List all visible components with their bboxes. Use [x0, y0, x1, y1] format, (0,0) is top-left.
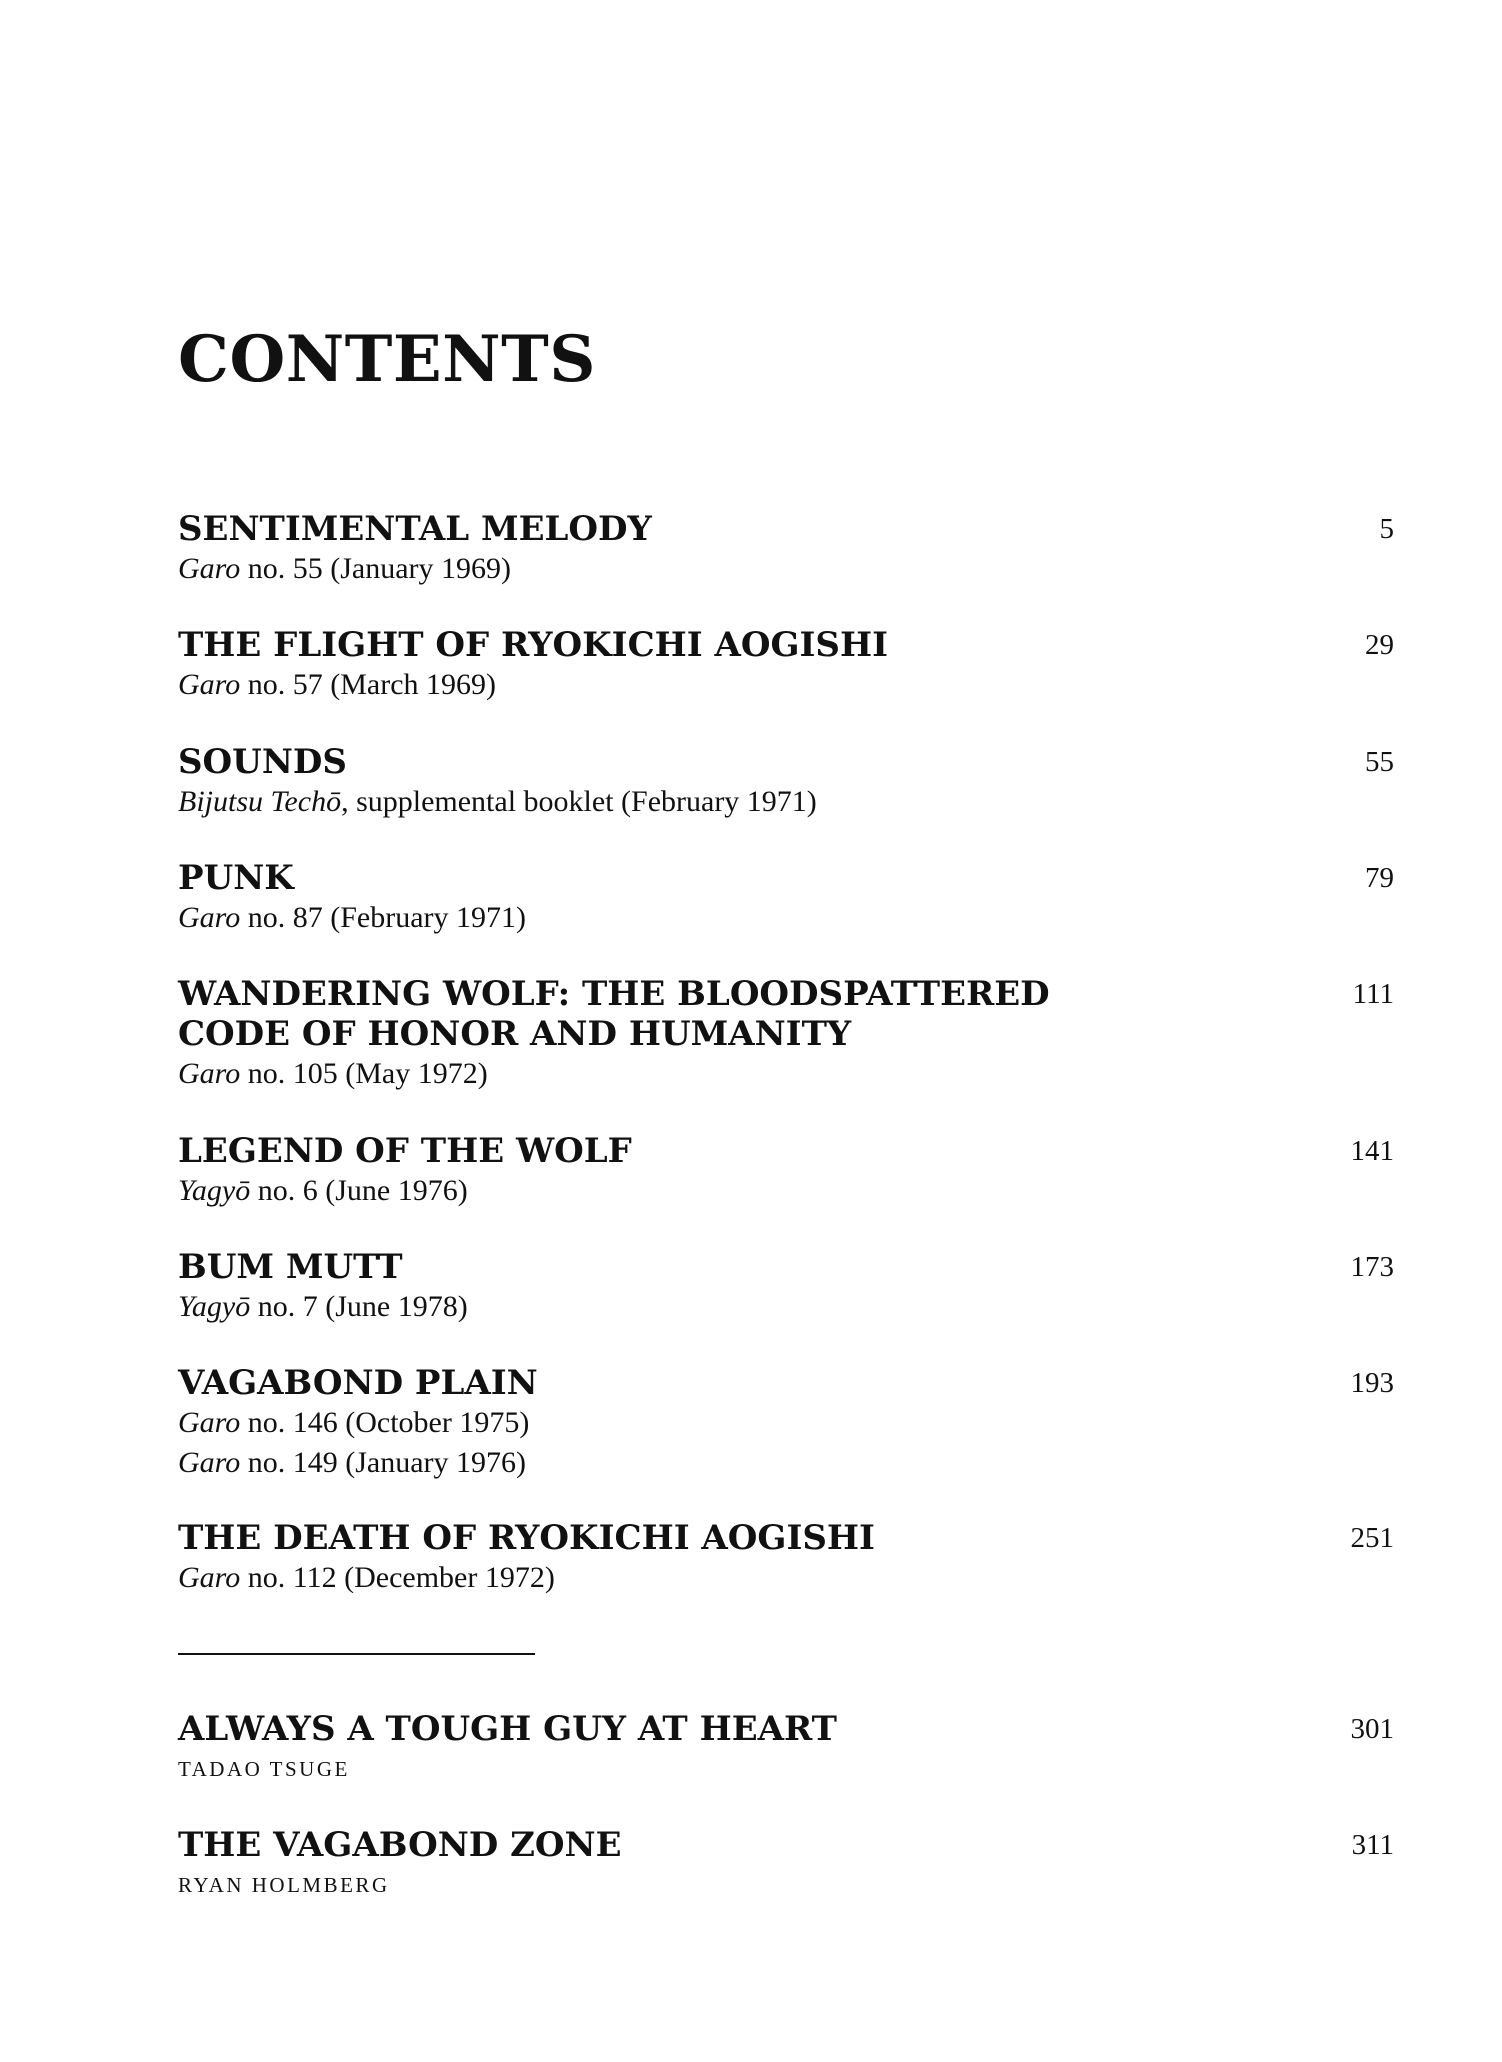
- toc-entry[interactable]: [178, 625, 1394, 705]
- entry-title: THE DEATH OF RYOKICHI AOGISHI: [178, 1518, 875, 1558]
- entry-page-number: 193: [1350, 1367, 1394, 1399]
- entry-author: RYAN HOLMBERG: [178, 1873, 390, 1897]
- toc-entry[interactable]: [178, 858, 1394, 938]
- publication-name: Garo: [178, 552, 241, 585]
- entry-title: THE VAGABOND ZONE: [178, 1825, 622, 1865]
- toc-entry[interactable]: [178, 974, 1394, 1094]
- entry-title: [178, 974, 1078, 1054]
- toc-entry[interactable]: [178, 1363, 1394, 1483]
- entry-author: TADAO TSUGE: [178, 1757, 350, 1781]
- entry-source: [178, 549, 1394, 589]
- publication-name: Garo: [178, 901, 241, 934]
- publication-name: Garo: [178, 1561, 241, 1594]
- entry-source: [178, 665, 1394, 705]
- entry-source: [178, 1287, 1394, 1327]
- entry-title: ALWAYS A TOUGH GUY AT HEART: [178, 1709, 837, 1749]
- page-title: CONTENTS: [178, 322, 596, 397]
- publication-name: Garo: [178, 668, 241, 701]
- publication-name: Garo: [178, 1406, 241, 1439]
- publication-detail: no. 149 (January 1976): [240, 1446, 527, 1479]
- entry-page-number: 173: [1350, 1251, 1394, 1283]
- toc-entry[interactable]: [178, 509, 1394, 589]
- entry-page-number: 29: [1365, 629, 1394, 661]
- entry-page-number: 5: [1379, 513, 1394, 545]
- publication-name: Bijutsu Techō: [178, 785, 342, 818]
- publication-detail: no. 112 (December 1972): [240, 1561, 555, 1594]
- publication-detail: no. 105 (May 1972): [240, 1057, 488, 1090]
- entry-page-number: 79: [1365, 862, 1394, 894]
- publication-detail: no. 57 (March 1969): [240, 668, 497, 701]
- toc-essay-entry[interactable]: [178, 1709, 1394, 1789]
- entry-page-number: 311: [1351, 1829, 1394, 1861]
- entry-title: BUM MUTT: [178, 1247, 403, 1287]
- entry-title-line: CODE OF HONOR AND HUMANITY: [178, 1014, 852, 1054]
- publication-name: Yagyō: [178, 1290, 251, 1323]
- entry-source: [178, 782, 1394, 822]
- toc-entry[interactable]: [178, 1518, 1394, 1598]
- entry-title: SOUNDS: [178, 742, 347, 782]
- publication-name: Garo: [178, 1446, 241, 1479]
- entry-source: [178, 1443, 1394, 1483]
- entry-page-number: 111: [1352, 978, 1394, 1010]
- entry-source: [178, 1054, 1394, 1094]
- entry-title-line: WANDERING WOLF: THE BLOODSPATTERED: [178, 974, 1050, 1014]
- entry-title: VAGABOND PLAIN: [178, 1363, 538, 1403]
- publication-name: Garo: [178, 1057, 241, 1090]
- publication-detail: no. 7 (June 1978): [250, 1290, 468, 1323]
- toc-entry[interactable]: [178, 1247, 1394, 1327]
- publication-name: Yagyō: [178, 1174, 251, 1207]
- publication-detail: , supplemental booklet (February 1971): [341, 785, 817, 818]
- toc-essay-entry[interactable]: [178, 1825, 1394, 1905]
- section-divider: [178, 1653, 535, 1655]
- toc-entry[interactable]: [178, 742, 1394, 822]
- entry-title: PUNK: [178, 858, 294, 898]
- publication-detail: no. 87 (February 1971): [240, 901, 527, 934]
- entry-source: [178, 1403, 1394, 1443]
- entry-page-number: 251: [1350, 1522, 1394, 1554]
- entry-page-number: 55: [1365, 746, 1394, 778]
- entry-source: [178, 1558, 1394, 1598]
- publication-detail: no. 146 (October 1975): [240, 1406, 530, 1439]
- publication-detail: no. 6 (June 1976): [250, 1174, 468, 1207]
- entry-title: LEGEND OF THE WOLF: [178, 1131, 632, 1171]
- entry-page-number: 301: [1350, 1713, 1394, 1745]
- entry-page-number: 141: [1350, 1135, 1394, 1167]
- publication-detail: no. 55 (January 1969): [240, 552, 512, 585]
- entry-title: THE FLIGHT OF RYOKICHI AOGISHI: [178, 625, 889, 665]
- entry-source: [178, 1171, 1394, 1211]
- toc-entry[interactable]: [178, 1131, 1394, 1211]
- entry-source: [178, 898, 1394, 938]
- entry-title: SENTIMENTAL MELODY: [178, 509, 652, 549]
